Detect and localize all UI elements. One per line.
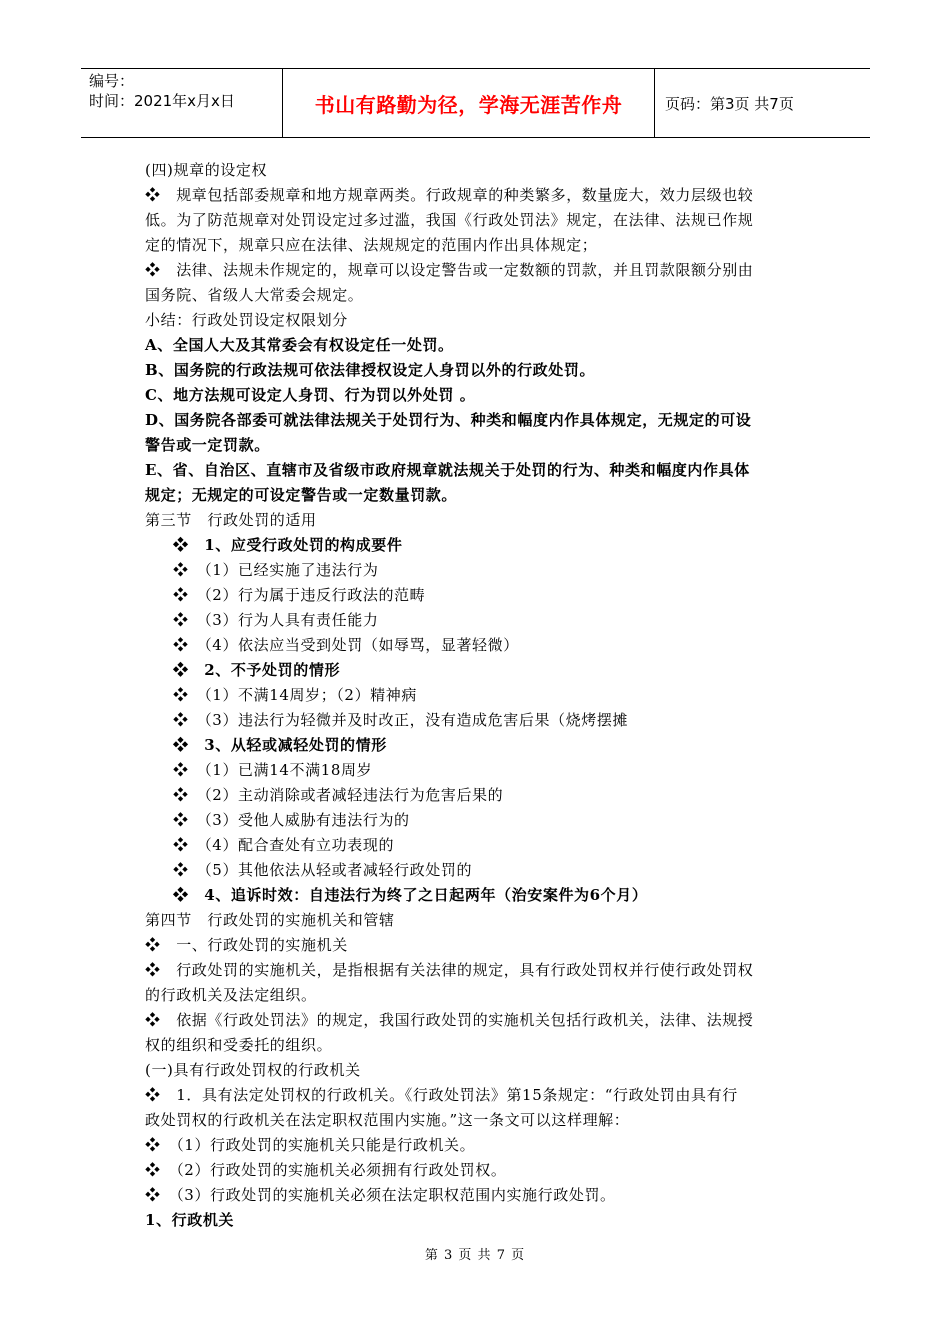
list-item: 警告或一定罚款。 xyxy=(145,436,270,454)
paragraph-line: ❖ （1）行政处罚的实施机关只能是行政机关。 xyxy=(145,1136,476,1154)
bullet-item: ❖ （5）其他依法从轻或者减轻行政处罚的 xyxy=(173,861,473,879)
bullet-item: ❖ 1、应受行政处罚的构成要件 xyxy=(173,536,403,554)
paragraph-line: ❖ 法律、法规未作规定的，规章可以设定警告或一定数额的罚款，并且罚款限额分别由 xyxy=(145,261,754,279)
page-header xyxy=(81,68,870,138)
list-item: B、国务院的行政法规可依法律授权设定人身罚以外的行政处罚。 xyxy=(145,361,596,379)
page-footer: 第 3 页 共 7 页 xyxy=(424,1248,526,1263)
bullet-item: ❖ （1）已经实施了违法行为 xyxy=(173,561,379,579)
bullet-item: ❖ （1）不满14周岁；（2）精神病 xyxy=(173,686,417,704)
bullet-item: ❖ （1）已满14不满18周岁 xyxy=(173,761,373,779)
bullet-item: ❖ （3）违法行为轻微并及时改正，没有造成危害后果（烧烤摆摊 xyxy=(173,711,629,729)
bullet-item: ❖ （4）配合查处有立功表现的 xyxy=(173,836,395,854)
paragraph-line: ❖ （3）行政处罚的实施机关必须在法定职权范围内实施行政处罚。 xyxy=(145,1186,616,1204)
bullet-item: ❖ （3）受他人威胁有违法行为的 xyxy=(173,811,410,829)
section-heading: (四)规章的设定权 xyxy=(145,161,268,179)
bullet-item: ❖ （2）主动消除或者减轻违法行为危害后果的 xyxy=(173,786,504,804)
document-number-label: 编号： xyxy=(89,72,135,90)
paragraph-line: 定的情况下，规章只应在法律、法规规定的范围内作出具体规定； xyxy=(145,236,598,254)
paragraph-line: ❖ 规章包括部委规章和地方规章两类。行政规章的种类繁多，数量庞大，效力层级也较 xyxy=(145,186,754,204)
bullet-item: ❖ 3、从轻或减轻处罚的情形 xyxy=(173,736,387,754)
section-heading: (一)具有行政处罚权的行政机关 xyxy=(145,1061,361,1079)
paragraph-line: ❖ 一、行政处罚的实施机关 xyxy=(145,936,348,954)
paragraph-line: ❖ （2）行政处罚的实施机关必须拥有行政处罚权。 xyxy=(145,1161,507,1179)
paragraph-line: ❖ 依据《行政处罚法》的规定，我国行政处罚的实施机关包括行政机关，法律、法规授 xyxy=(145,1011,754,1029)
bullet-item: ❖ （3）行为人具有责任能力 xyxy=(173,611,379,629)
list-item: C、地方法规可设定人身罚、行为罚以外处罚 。 xyxy=(145,386,476,404)
bullet-item: ❖ （4）依法应当受到处罚（如辱骂，显著轻微） xyxy=(173,636,519,654)
header-left xyxy=(81,69,283,137)
paragraph-line: 小结：行政处罚设定权限划分 xyxy=(145,311,348,329)
paragraph-line: 政处罚权的行政机关在法定职权范围内实施。”这一条文可以这样理解： xyxy=(145,1111,630,1129)
paragraph-line: 低。为了防范规章对处罚设定过多过滥，我国《行政处罚法》规定，在法律、法规已作规 xyxy=(145,211,754,229)
bullet-item: ❖ （2）行为属于违反行政法的范畴 xyxy=(173,586,426,604)
section-heading: 第三节 行政处罚的适用 xyxy=(145,511,317,529)
list-item: 规定；无规定的可设定警告或一定数量罚款。 xyxy=(145,486,458,504)
paragraph-line: ❖ 行政处罚的实施机关，是指根据有关法律的规定，具有行政处罚权并行使行政处罚权 xyxy=(145,961,754,979)
paragraph-line: 国务院、省级人大常委会规定。 xyxy=(145,286,364,304)
bullet-item: ❖ 4、追诉时效：自违法行为终了之日起两年（治安案件为6个月） xyxy=(173,886,648,904)
document-time-label: 时间：2021年x月x日 xyxy=(89,92,235,110)
bullet-item: ❖ 2、不予处罚的情形 xyxy=(173,661,341,679)
list-item: E、省、自治区、直辖市及省级市政府规章就法规关于处罚的行为、种类和幅度内作具体 xyxy=(145,461,750,479)
header-page-info: 页码：第3页 共7页 xyxy=(665,94,794,113)
list-item: D、国务院各部委可就法律法规关于处罚行为、种类和幅度内作具体规定，无规定的可设 xyxy=(145,411,752,429)
paragraph-line: 的行政机关及法定组织。 xyxy=(145,986,317,1004)
paragraph-line: 权的组织和受委托的组织。 xyxy=(145,1036,333,1054)
paragraph-line: ❖ 1．具有法定处罚权的行政机关。《行政处罚法》第15条规定：“行政处罚由具有行 xyxy=(145,1086,738,1104)
section-heading: 1、行政机关 xyxy=(145,1211,235,1229)
list-item: A、全国人大及其常委会有权设定任一处罚。 xyxy=(145,336,454,354)
document-body xyxy=(145,158,810,1233)
section-heading: 第四节 行政处罚的实施机关和管辖 xyxy=(145,911,395,929)
header-motto: 书山有路勤为径，学海无涯苦作舟 xyxy=(283,69,655,137)
